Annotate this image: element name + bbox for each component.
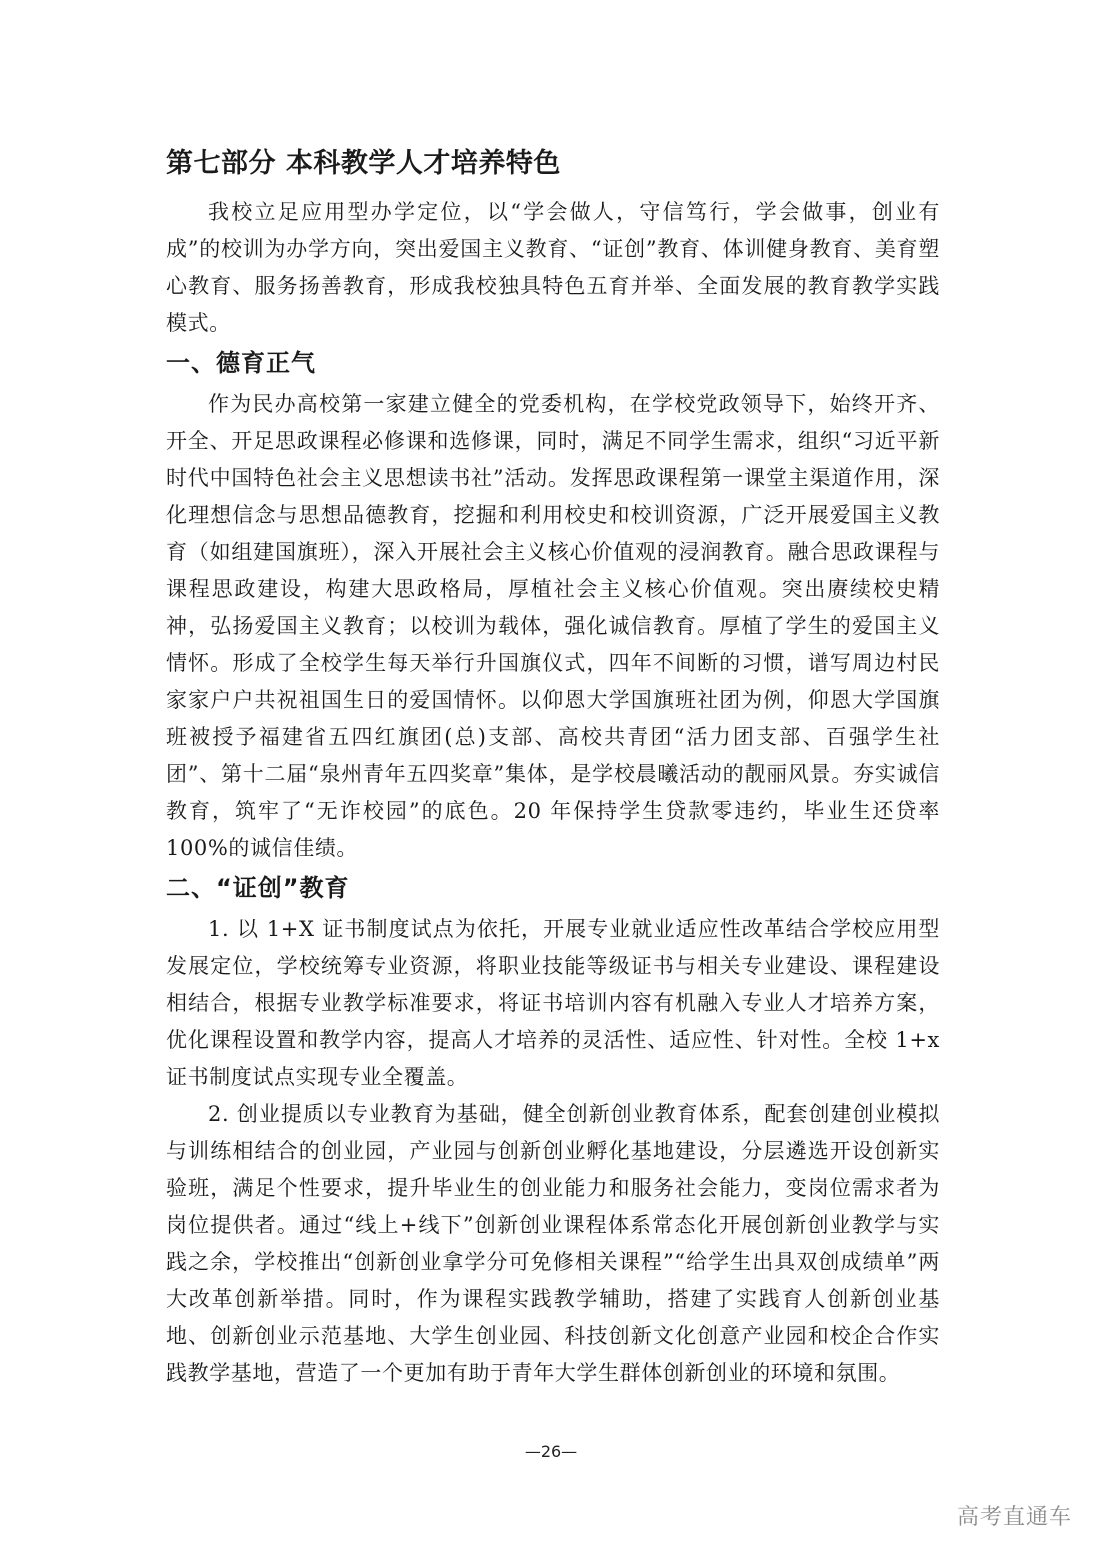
page-number: —26— (524, 1442, 578, 1461)
heading-certificate-innovation-education: 二、“证创”教育 (166, 874, 350, 902)
certificate-paragraph: 1. 以 1+X 证书制度试点为依托，开展专业就业适应性改革结合学校应用型发展定位，学校统筹专业资源，将职业技能等级证书与相关专业建设、课程建设相结合，根据专业教学标准要求，将证书培训内容有机融入专业人才培养方案，优化课程设置和教学内容，提高人才培养的灵活性、适应性、针对性。全校 1+x 证书制度试点实现专业全覆盖。 (166, 917, 940, 1089)
moral-education-paragraph: 作为民办高校第一家建立健全的党委机构，在学校党政领导下，始终开齐、开全、开足思政课程必修课和选修课，同时，满足不同学生需求，组织“习近平新时代中国特色社会主义思想读书社”活动。发挥思政课程第一课堂主渠道作用，深化理想信念与思想品德教育，挖掘和利用校史和校训资源，广泛开展爱国主义教育（如组建国旗班），深入开展社会主义核心价值观的浸润教育。融合思政课程与课程思政建设，构建大思政格局，厚植社会主义核心价值观。突出赓续校史精神，弘扬爱国主义教育；以校训为载体，强化诚信教育。厚植了学生的爱国主义情怀。形成了全校学生每天举行升国旗仪式，四年不间断的习惯，谱写周边村民家家户户共祝祖国生日的爱国情怀。以仰恩大学国旗班社团为例，仰恩大学国旗班被授予福建省五四红旗团(总)支部、高校共青团“活力团支部、百强学生社团”、第十二届“泉州青年五四奖章”集体，是学校晨曦活动的靓丽风景。夯实诚信教育，筑牢了“无诈校园”的底色。20 年保持学生贷款零违约，毕业生还贷率 100%的诚信佳绩。 (166, 392, 940, 860)
watermark: 高考直通车 (956, 1505, 1072, 1530)
intro-paragraph: 我校立足应用型办学定位，以“学会做人，守信笃行，学会做事，创业有成”的校训为办学方向，突出爱国主义教育、“证创”教育、体训健身教育、美育塑心教育、服务扬善教育，形成我校独具特色五育并举、全面发展的教育教学实践模式。 (166, 200, 940, 335)
document-body (166, 146, 940, 1392)
heading-moral-education: 一、德育正气 (166, 349, 316, 377)
entrepreneurship-paragraph: 2. 创业提质以专业教育为基础，健全创新创业教育体系，配套创建创业模拟与训练相结合的创业园，产业园与创新创业孵化基地建设，分层遴选开设创新实验班，满足个性要求，提升毕业生的创业能力和服务社会能力，变岗位需求者为岗位提供者。通过“线上+线下”创新创业课程体系常态化开展创新创业教学与实践之余，学校推出“创新创业拿学分可免修相关课程”“给学生出具双创成绩单”两大改革创新举措。同时，作为课程实践教学辅助，搭建了实践育人创新创业基地、创新创业示范基地、大学生创业园、科技创新文化创意产业园和校企合作实践教学基地，营造了一个更加有助于青年大学生群体创新创业的环境和氛围。 (166, 1102, 940, 1385)
section-title: 第七部分 本科教学人才培养特色 (166, 148, 561, 179)
